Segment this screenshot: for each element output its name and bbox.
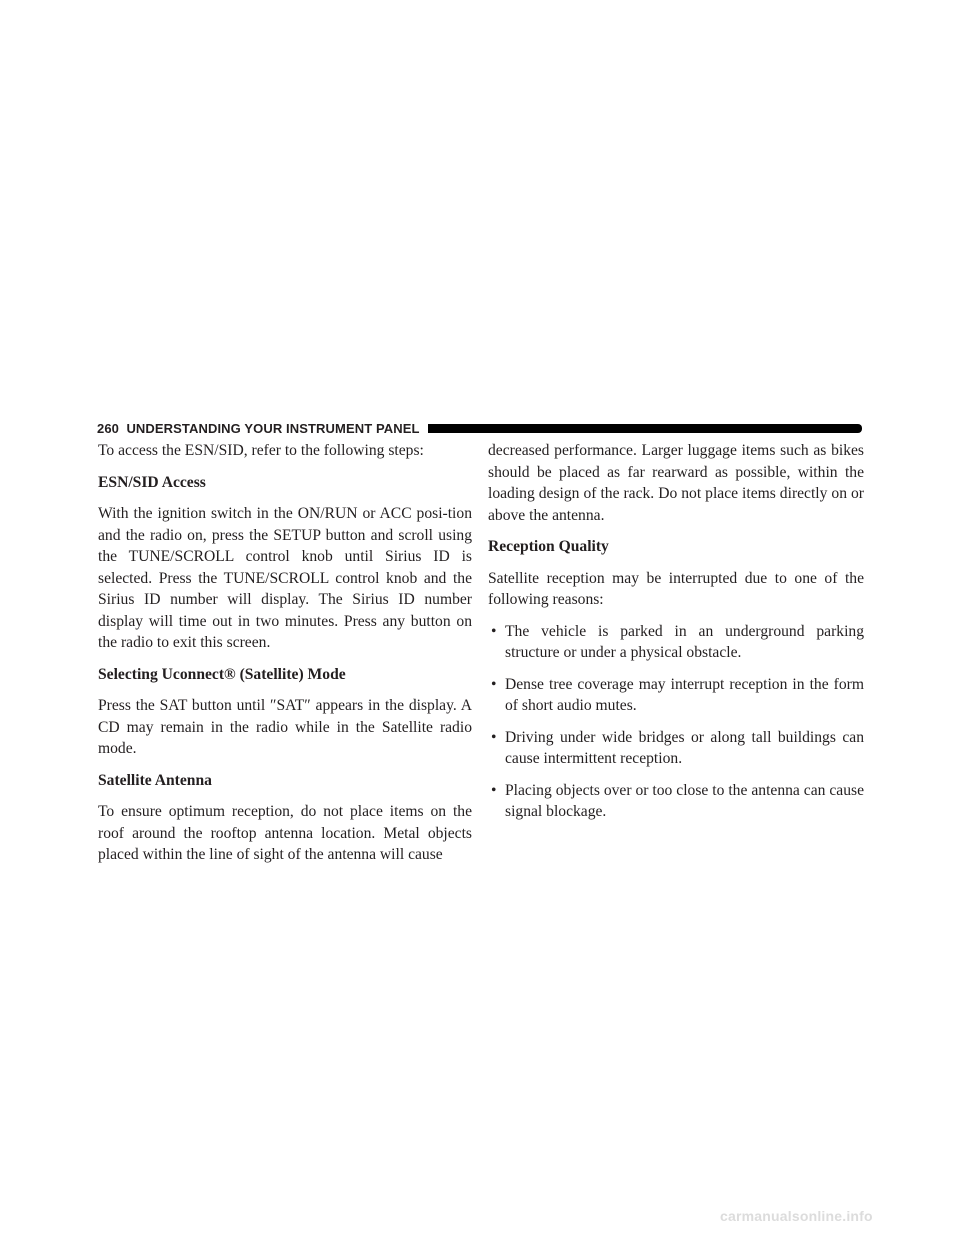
- reception-quality-intro: Satellite reception may be interrupted due to one of the following reasons:: [488, 569, 864, 608]
- section-title: UNDERSTANDING YOUR INSTRUMENT PANEL: [126, 420, 420, 436]
- right-column: [488, 440, 864, 833]
- list-item: [488, 621, 864, 664]
- list-item: [488, 780, 864, 823]
- satellite-antenna-heading: Satellite Antenna: [98, 771, 212, 789]
- bullet-icon: •: [491, 728, 497, 746]
- watermark-text: carmanualsonline.info: [720, 1208, 873, 1224]
- bullet-icon: •: [491, 781, 497, 799]
- left-column: [98, 440, 472, 876]
- satellite-mode-paragraph: Press the SAT button until ″SAT″ appears in the display. A CD may remain in the radio while in the Satellite radio mode.: [98, 697, 472, 757]
- intro-paragraph: To access the ESN/SID, refer to the following steps:: [98, 442, 424, 459]
- header-rule: [428, 424, 862, 433]
- page-header: [97, 418, 862, 438]
- reception-reasons-list: [488, 621, 864, 823]
- list-item: [488, 674, 864, 717]
- bullet-icon: •: [491, 622, 497, 640]
- antenna-continued-paragraph: decreased performance. Larger luggage items such as bikes should be placed as far rearward as possible, within the loading design of the rack. Do not place items directly on or above the antenna.: [488, 442, 864, 524]
- page-header-text: [97, 421, 420, 436]
- list-item-text: Placing objects over or too close to the antenna can cause signal blockage.: [505, 781, 864, 820]
- page-number: 260: [97, 420, 119, 436]
- reception-quality-heading: Reception Quality: [488, 538, 609, 555]
- esn-sid-access-paragraph: With the ignition switch in the ON/RUN or ACC posi-tion and the radio on, press the SETUP button and scroll using the TUNE/SCROLL control knob until Sirius ID is selected. Press the TUNE/SCROLL control knob and the Sirius ID number will display. The Sirius ID number display will time out in two minutes. Press any button on the radio to exit this screen.: [98, 505, 472, 651]
- list-item-text: The vehicle is parked in an underground parking structure or under a physical obstacle.: [505, 622, 864, 661]
- satellite-mode-heading: Selecting Uconnect® (Satellite) Mode: [98, 665, 346, 683]
- list-item: [488, 727, 864, 770]
- satellite-antenna-paragraph: To ensure optimum reception, do not place items on the roof around the rooftop antenna location. Metal objects placed within the line of sight of the antenna will cause: [98, 803, 472, 863]
- esn-sid-access-heading: ESN/SID Access: [98, 473, 206, 491]
- bullet-icon: •: [491, 675, 497, 693]
- list-item-text: Dense tree coverage may interrupt reception in the form of short audio mutes.: [505, 675, 864, 714]
- list-item-text: Driving under wide bridges or along tall buildings can cause intermittent reception.: [505, 728, 864, 767]
